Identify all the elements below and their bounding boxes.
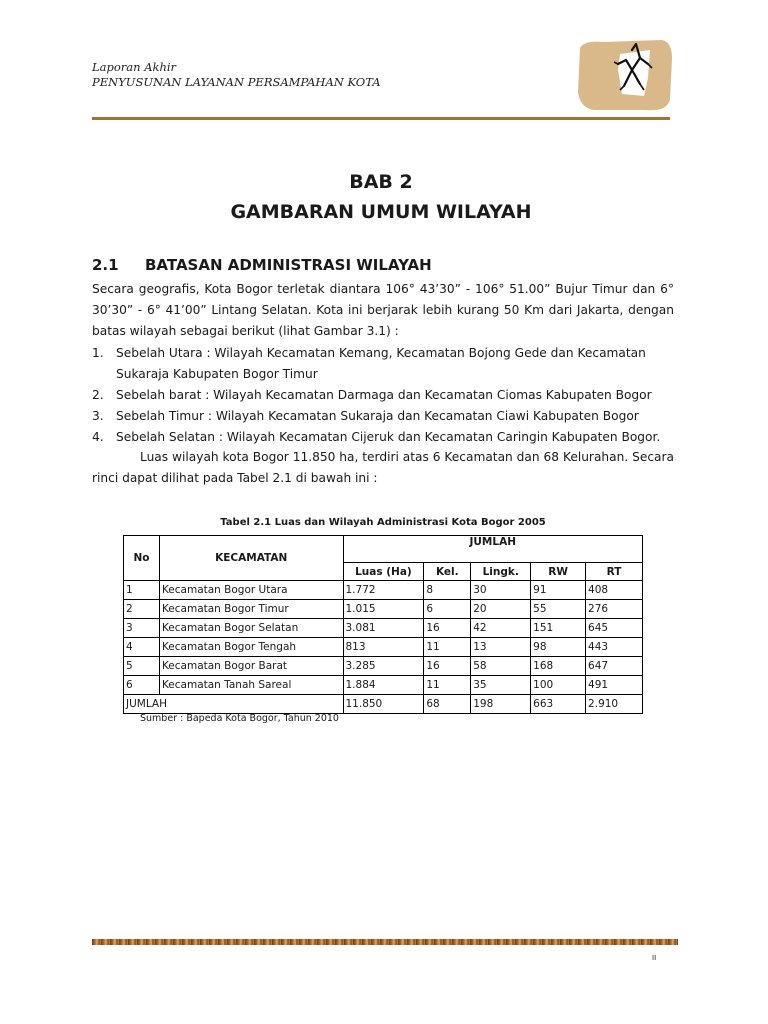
table-cell: 276 <box>586 600 643 619</box>
list-item-text: Sebelah barat : Wilayah Kecamatan Darmaga dan Kecamatan Ciomas Kabupaten Bogor <box>116 388 652 402</box>
column-header-lingk: Lingk. <box>471 563 531 581</box>
header-rule <box>92 117 670 120</box>
intro-line-2: 30’30” - 6° 41’00” Lintang Selatan. Kota ini berjarak lebih kurang 50 Km dari Jakarta, dengan <box>92 303 674 317</box>
column-header-rt: RT <box>586 563 643 581</box>
boundary-list <box>92 343 674 448</box>
closing-line-2: rinci dapat dilihat pada Tabel 2.1 di bawah ini : <box>92 471 378 485</box>
table-cell: 1.015 <box>343 600 424 619</box>
table-row <box>124 657 643 676</box>
table-cell: Kecamatan Bogor Selatan <box>159 619 343 638</box>
section-title: BATASAN ADMINISTRASI WILAYAH <box>145 256 432 274</box>
report-title: PENYUSUNAN LAYANAN PERSAMPAHAN KOTA <box>92 75 381 89</box>
table-cell: 1.772 <box>343 581 424 600</box>
table-cell: 100 <box>531 676 586 695</box>
table-row <box>124 676 643 695</box>
table-cell: 42 <box>471 619 531 638</box>
page-number: II <box>652 954 657 962</box>
section-number: 2.1 <box>92 256 119 274</box>
total-cell: 663 <box>531 695 586 714</box>
table-row <box>124 581 643 600</box>
total-label: JUMLAH <box>124 695 344 714</box>
table-cell: 1.884 <box>343 676 424 695</box>
table-cell: 4 <box>124 638 160 657</box>
total-cell: 2.910 <box>586 695 643 714</box>
table-cell: 16 <box>424 619 471 638</box>
total-cell: 68 <box>424 695 471 714</box>
list-item-text: Sebelah Timur : Wilayah Kecamatan Sukaraja dan Kecamatan Ciawi Kabupaten Bogor <box>116 409 639 423</box>
chapter-title: GAMBARAN UMUM WILAYAH <box>230 201 532 223</box>
table-cell: Kecamatan Tanah Sareal <box>159 676 343 695</box>
intro-line-3: batas wilayah sebagai berikut (lihat Gambar 3.1) : <box>92 324 399 338</box>
table-cell: 813 <box>343 638 424 657</box>
list-item-number: 3. <box>92 409 104 423</box>
table-cell: 3.081 <box>343 619 424 638</box>
total-cell: 11.850 <box>343 695 424 714</box>
table-cell: 6 <box>424 600 471 619</box>
table-cell: 3.285 <box>343 657 424 676</box>
table-cell: 1 <box>124 581 160 600</box>
table-source: Sumber : Bapeda Kota Bogor, Tahun 2010 <box>140 713 339 724</box>
list-item-number: 4. <box>92 430 104 444</box>
table-cell: 6 <box>124 676 160 695</box>
table-cell: 35 <box>471 676 531 695</box>
table-caption: Tabel 2.1 Luas dan Wilayah Administrasi Kota Bogor 2005 <box>220 517 546 528</box>
table-cell: 8 <box>424 581 471 600</box>
table-cell: 16 <box>424 657 471 676</box>
list-item-text: Sebelah Selatan : Wilayah Kecamatan Cijeruk dan Kecamatan Caringin Kabupaten Bogor. <box>116 430 661 444</box>
table-cell: 491 <box>586 676 643 695</box>
total-cell: 198 <box>471 695 531 714</box>
column-header-jumlah: JUMLAH <box>343 536 643 563</box>
table-cell: Kecamatan Bogor Barat <box>159 657 343 676</box>
table-cell: 5 <box>124 657 160 676</box>
list-item <box>92 406 674 427</box>
table-cell: 408 <box>586 581 643 600</box>
closing-line-1: Luas wilayah kota Bogor 11.850 ha, terdiri atas 6 Kecamatan dan 68 Kelurahan. Secara <box>140 450 674 464</box>
table-cell: 13 <box>471 638 531 657</box>
column-header-no: No <box>124 536 160 581</box>
table-cell: Kecamatan Bogor Utara <box>159 581 343 600</box>
table-header-row <box>124 536 643 563</box>
table-cell: 11 <box>424 638 471 657</box>
list-item <box>92 385 674 406</box>
table-cell: 168 <box>531 657 586 676</box>
table-row <box>124 619 643 638</box>
table-cell: Kecamatan Bogor Timur <box>159 600 343 619</box>
table-cell: 151 <box>531 619 586 638</box>
table-cell: 2 <box>124 600 160 619</box>
list-item <box>92 343 674 385</box>
table-row <box>124 638 643 657</box>
list-item <box>92 427 674 448</box>
list-item-number: 1. <box>92 346 104 360</box>
table-cell: 443 <box>586 638 643 657</box>
table-cell: 55 <box>531 600 586 619</box>
table-cell: 647 <box>586 657 643 676</box>
table-cell: 20 <box>471 600 531 619</box>
table-cell: 645 <box>586 619 643 638</box>
table-cell: 11 <box>424 676 471 695</box>
table-cell: 30 <box>471 581 531 600</box>
column-header-luas: Luas (Ha) <box>343 563 424 581</box>
kecamatan-table <box>123 535 643 714</box>
column-header-kel: Kel. <box>424 563 471 581</box>
table-total-row <box>124 695 643 714</box>
footer-rule <box>92 939 678 945</box>
chapter-label: BAB 2 <box>349 171 413 193</box>
logo-icon <box>574 40 674 112</box>
intro-line-1: Secara geografis, Kota Bogor terletak diantara 106° 43’30” - 106° 51.00” Bujur Timur dan 6° <box>92 282 674 296</box>
column-header-kecamatan: KECAMATAN <box>159 536 343 581</box>
table-cell: 98 <box>531 638 586 657</box>
list-item-text: Sebelah Utara : Wilayah Kecamatan Kemang, Kecamatan Bojong Gede dan Kecamatan Sukaraja Kabupaten Bogor Timur <box>116 346 646 381</box>
report-label: Laporan Akhir <box>92 60 177 74</box>
table-cell: 91 <box>531 581 586 600</box>
table-row <box>124 600 643 619</box>
table-cell: Kecamatan Bogor Tengah <box>159 638 343 657</box>
table-cell: 3 <box>124 619 160 638</box>
table-cell: 58 <box>471 657 531 676</box>
column-header-rw: RW <box>531 563 586 581</box>
list-item-number: 2. <box>92 388 104 402</box>
